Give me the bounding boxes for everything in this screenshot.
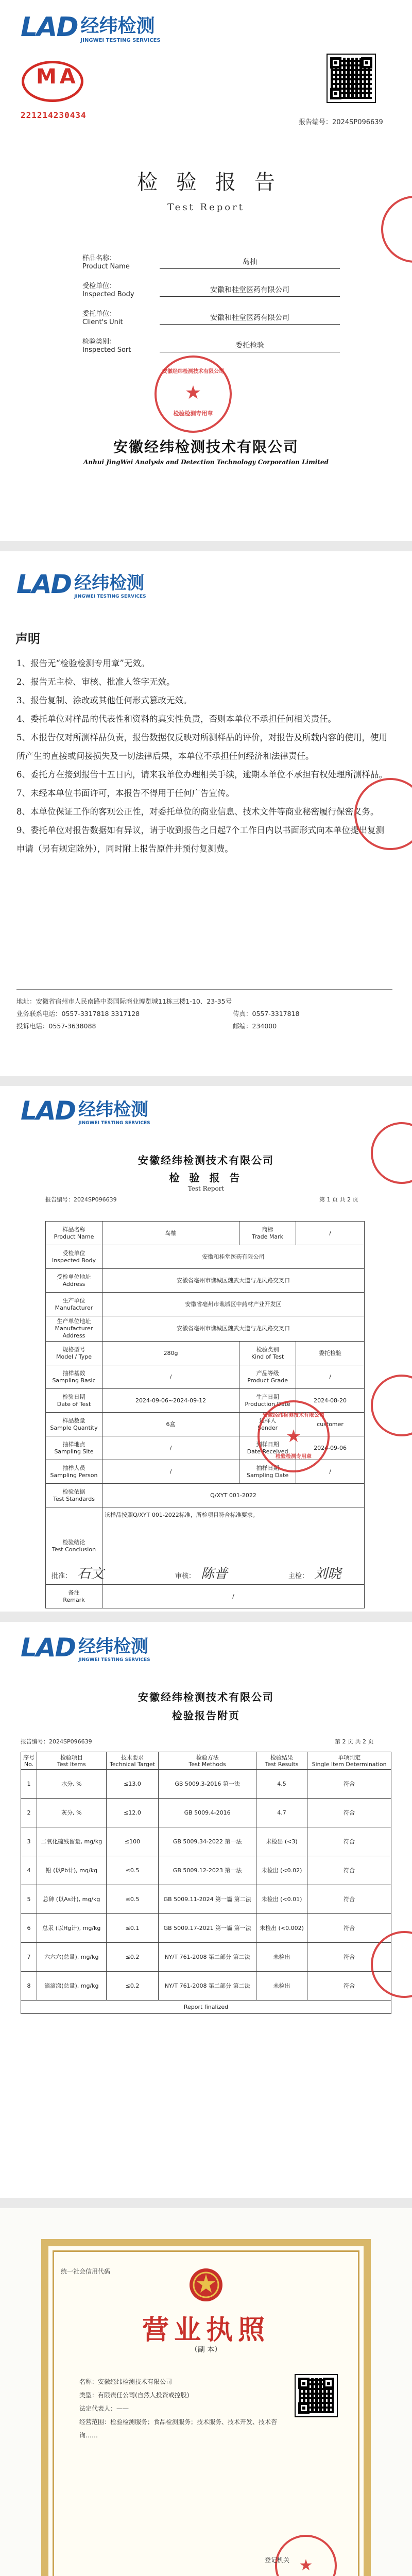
statement-item: 7、未经本单位书面许可，本报告不得用于任何广告宣传。: [16, 788, 234, 798]
result-row: 4 铅 (以Pb计), mg/kg ≤0.5 GB 5009.12-2023 第一法 未检出 (<0.02) 符合: [21, 1856, 391, 1885]
column-header: 检验方法 Test Methods: [159, 1752, 256, 1770]
contact-info: [16, 995, 392, 1032]
info-row: 样品数量 Sample Quantity 6盒 送样人 Sender customer: [46, 1413, 365, 1436]
license-field: 法定代表人：——: [79, 2405, 129, 2412]
company-name-en: Anhui JingWei Analysis and Detection Technology Corporation Limited: [83, 459, 329, 466]
company-logo: LAD 经纬检测 JINGWEI TESTING SERVICES: [21, 1632, 150, 1663]
statement-item: 5、本报告仅对所测样品负责，报告数据仅反映对所测样品的评价，对报告及所载内容的使用，使用所产生的直接或间接损失及一切法律后果，本单位不承担任何经济和法律责任。: [16, 733, 387, 761]
logo-mark: LAD: [21, 12, 78, 43]
info-row: 受检单位 Inspected Body 安徽和桂堂医药有限公司: [46, 1245, 365, 1269]
column-header: 技术要求 Technical Target: [106, 1752, 159, 1770]
cma-letters: MA: [36, 65, 79, 89]
review-label: 审核：: [175, 1572, 196, 1580]
statement-page: [0, 551, 412, 1076]
column-header: 单项判定 Single Item Determination: [307, 1752, 391, 1770]
license-field: 类型：有限责任公司(自然人投资或控股): [79, 2392, 190, 2399]
info-row: 抽样基数 Sampling Basic / 产品等级 Product Grade /: [46, 1365, 365, 1389]
approver-signature: 石文: [77, 1566, 105, 1582]
report-number: 报告编号：2024SP096639: [21, 1738, 92, 1745]
company-logo: [21, 11, 161, 43]
logo-cn: 经纬检测: [80, 15, 155, 37]
field-client: 委托单位： Client's Unit 安徽和桂堂医药有限公司: [82, 310, 340, 335]
business-license: [41, 2239, 371, 2576]
company-name: 安徽经纬检测技术有限公司: [113, 438, 299, 455]
column-header: 检验项目 Test Items: [37, 1752, 107, 1770]
info-row: 样品名称 Product Name 岛柚 商标 Trade Mark /: [46, 1222, 365, 1245]
report-title: 检验报告: [137, 171, 294, 194]
company-logo: LAD 经纬检测 JINGWEI TESTING SERVICES: [21, 1095, 150, 1126]
report-number: 报告编号：2024SP096639: [45, 1196, 117, 1203]
statement-item: 1、报告无“检验检测专用章”无效。: [16, 658, 150, 668]
info-row: 生产单位 Manufacturer 安徽省亳州市谯城区中药材产业开发区: [46, 1293, 365, 1316]
company-logo: LAD 经纬检测 JINGWEI TESTING SERVICES: [16, 569, 146, 599]
result-row: 8 滴滴涕(总量), mg/kg ≤0.2 NY/T 761-2008 第二部分 第二法 未检出 符合: [21, 1972, 391, 2001]
license-fields: [79, 2375, 296, 2442]
cover-page: [0, 0, 412, 541]
report-title-en: Test Report: [187, 1185, 225, 1192]
appendix-title: 检验报告附页: [172, 1709, 240, 1722]
main-inspector-label: 主检：: [288, 1572, 309, 1580]
statement-item: 8、本单位保证工作的客观公正性，对委托单位的商业信息、技术文件等商业秘密履行保密义务。: [16, 807, 379, 817]
statement-item: 9、委托单位对报告数据如有异议，请于收到报告之日起7个工作日内以书面形式向本单位提出复测申请（另有规定除外），同时附上报告原件并预付复测费。: [16, 825, 384, 854]
page-number: 第 2 页 共 2 页: [335, 1738, 374, 1745]
phone: 业务联系电话：0557-3317818 3317128: [16, 1010, 140, 1018]
result-row: 6 总汞 (以Hg计), mg/kg ≤0.1 GB 5009.17-2021 第一篇 第一法 未检出 (<0.002) 符合: [21, 1914, 391, 1943]
test-results-table: [21, 1752, 391, 2014]
credit-code-label: 统一社会信用代码: [61, 2268, 111, 2275]
report-title-en: Test Report: [167, 202, 245, 213]
appendix-company: 安徽经纬检测技术有限公司: [138, 1691, 274, 1703]
statement-title: 声明: [15, 631, 40, 646]
info-row: 检验日期 Date of Test 2024-09-06~2024-09-12 生产日期 Production Date 2024-08-20: [46, 1389, 365, 1413]
info-row: 生产单位地址 Manufacturer Address 安徽省亳州市谯城区魏武大道与龙凤路交叉口: [46, 1316, 365, 1342]
address: 地址：安徽省宿州市人民南路中泰国际商业博览城11栋三楼1-10、23-35号: [16, 997, 232, 1005]
authority-stamp: ★: [275, 2535, 337, 2576]
appendix-page: [0, 1622, 412, 2198]
statement-item: 6、委托方在接到报告十五日内，请来我单位办理相关手续，逾期本单位不承担有权处理所测样品。: [16, 770, 387, 779]
finish-row: Report finalized: [21, 2001, 391, 2014]
inspector-signature: 刘晓: [314, 1566, 341, 1582]
inspection-stamp: ★ 安徽经纬检测技术有限公司 检验检测专用章: [258, 1400, 330, 1472]
license-page: [0, 2208, 412, 2576]
license-field: 名称：安徽经纬检测技术有限公司: [79, 2378, 173, 2385]
field-inspected-sort: 检验类别： Inspected Sort 委托检验: [82, 338, 340, 363]
report-number: 报告编号：2024SP096639: [299, 118, 383, 126]
info-row: 受检单位地址 Address 安徽省亳州市谯城区魏武大道与龙凤路交叉口: [46, 1269, 365, 1293]
result-row: 2 灰分, % ≤12.0 GB 5009.4-2016 4.7 符合: [21, 1799, 391, 1827]
report-page: [0, 1086, 412, 1612]
cma-code: 221214230434: [21, 110, 87, 120]
divider: [16, 989, 392, 990]
company-stamp: ★ 安徽经纬检测技术有限公司 检验检测专用章: [154, 355, 232, 433]
conclusion-row: 检验结论 Test Conclusion 该样品按照Q/XYT 001-2022标准，所检项目符合标准要求。: [46, 1507, 365, 1585]
license-title: 营业执照: [142, 2314, 270, 2346]
license-subtitle: （副 本）: [190, 2346, 222, 2354]
result-row: 1 水分, % ≤13.0 GB 5009.3-2016 第一法 4.5 符合: [21, 1770, 391, 1799]
reviewer-signature: 陈普: [201, 1566, 228, 1582]
statement-list: [16, 654, 392, 858]
info-row: 规格型号 Model / Type 280g 检验类别 Kind of Test 委托检验: [46, 1342, 365, 1365]
license-field: 经营范围：检验检测服务；食品检测服务；技术服务、技术开发、技术咨询……: [79, 2418, 278, 2439]
edge-stamp: [371, 1375, 412, 1436]
result-row: 5 总砷 (以As计), mg/kg ≤0.5 GB 5009.11-2024 第一篇 第二法 未检出 (<0.01) 符合: [21, 1885, 391, 1914]
statement-item: 3、报告复制、涂改或其他任何形式篡改无效。: [16, 696, 192, 705]
page-number: 第 1 页 共 2 页: [319, 1196, 358, 1203]
license-qr: [296, 2375, 337, 2416]
statement-item: 4、委托单位对样品的代表性和资料的真实性负责，否则本单位不承担任何相关责任。: [16, 714, 336, 724]
result-row: 3 二氧化硫残留量, mg/kg ≤100 GB 5009.34-2022 第一法 未检出 (<3) 符合: [21, 1827, 391, 1856]
column-header: 序号 No.: [21, 1752, 37, 1770]
result-row: 7 六六六(总量), mg/kg ≤0.2 NY/T 761-2008 第二部分 第二法 未检出 符合: [21, 1943, 391, 1972]
complaint-phone: 投诉电话：0557-3638088: [16, 1022, 96, 1030]
postcode: 邮编：234000: [233, 1022, 277, 1030]
logo-en: JINGWEI TESTING SERVICES: [80, 38, 161, 43]
field-inspected-body: 受检单位： Inspected Body 安徽和桂堂医药有限公司: [82, 282, 340, 307]
statement-item: 2、报告无主检、审核、批准人签字无效。: [16, 677, 175, 687]
info-row: 检验依据 Test Standards Q/XYT 001-2022: [46, 1484, 365, 1507]
remark-row: 备注 Remark /: [46, 1585, 365, 1608]
info-row: 抽样人员 Sampling Person / 抽样日期 Sampling Date /: [46, 1460, 365, 1484]
info-row: 抽样地点 Sampling Site / 到样日期 Date Received 2024-09-06: [46, 1436, 365, 1460]
report-title: 检 验 报 告: [169, 1172, 243, 1184]
report-company: 安徽经纬检测技术有限公司: [138, 1154, 274, 1166]
approve-label: 批准：: [52, 1572, 72, 1580]
fax: 传真：0557-3317818: [233, 1010, 300, 1018]
field-product-name: 样品名称： Product Name 岛柚: [82, 255, 340, 279]
column-header: 检验结果 Test Results: [256, 1752, 307, 1770]
qr-code: [328, 55, 375, 102]
authority-label: 登记机关: [265, 2556, 290, 2564]
